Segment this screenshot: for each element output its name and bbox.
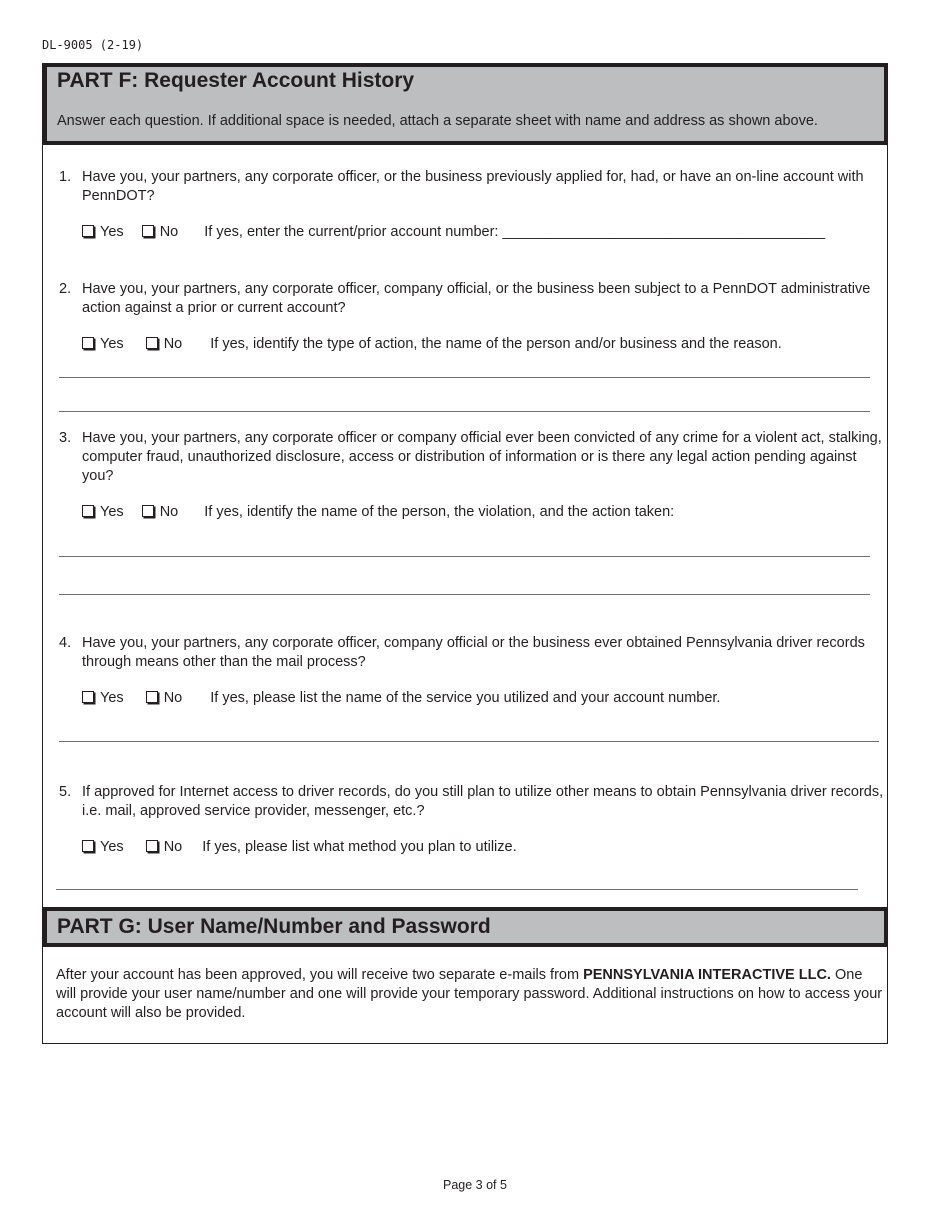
checkbox-icon — [82, 337, 94, 349]
part-f-title: PART F: Requester Account History — [57, 69, 415, 92]
answer-line[interactable] — [59, 741, 879, 742]
question-number: 5. — [59, 784, 72, 800]
question-2 — [59, 280, 884, 318]
part-g-text-before: After your account has been approved, you will receive two separate e-mails from — [56, 967, 584, 983]
answer-line[interactable] — [56, 889, 858, 890]
question-text: Have you, your partners, any corporate officer or company official ever been convicted of any crime for a violent act, stalking, computer fraud, unauthorized disclosure, access or distribution of information or is there any legal action pending against you? — [82, 430, 882, 484]
checkbox-icon — [146, 691, 158, 703]
part-f-instructions: Answer each question. If additional space is needed, attach a separate sheet with name and address as shown above. — [57, 113, 818, 129]
question-3-prompt: If yes, identify the name of the person, the violation, and the action taken: — [204, 504, 675, 520]
checkbox-icon — [146, 840, 158, 852]
question-5-prompt: If yes, please list what method you plan to utilize. — [202, 839, 517, 855]
question-2-options — [82, 336, 782, 352]
no-checkbox[interactable] — [146, 839, 183, 855]
no-label: No — [159, 504, 179, 520]
no-label: No — [163, 839, 183, 855]
question-number: 4. — [59, 635, 72, 651]
yes-checkbox[interactable] — [82, 839, 124, 855]
checkbox-icon — [82, 505, 94, 517]
checkbox-icon — [82, 691, 94, 703]
no-checkbox[interactable] — [146, 690, 183, 706]
answer-line[interactable] — [59, 594, 870, 595]
question-1 — [59, 168, 884, 206]
checkbox-icon — [82, 225, 94, 237]
question-1-prompt[interactable]: If yes, enter the current/prior account number: ________________________________________ — [204, 224, 826, 240]
page-number: Page 3 of 5 — [443, 1178, 507, 1192]
part-f-header — [43, 63, 888, 145]
no-checkbox[interactable] — [142, 224, 179, 240]
part-g-text — [56, 966, 886, 1023]
yes-checkbox[interactable] — [82, 336, 124, 352]
part-g-text-after: One will provide your user name/number and one will provide your temporary password. Additional instructions on how to access your account will also be provided. — [56, 967, 883, 1021]
question-4 — [59, 634, 884, 672]
yes-checkbox[interactable] — [82, 224, 124, 240]
part-g-title: PART G: User Name/Number and Password — [57, 915, 491, 938]
no-label: No — [163, 690, 183, 706]
checkbox-icon — [82, 840, 94, 852]
question-number: 3. — [59, 430, 72, 446]
no-checkbox[interactable] — [142, 504, 179, 520]
no-label: No — [163, 336, 183, 352]
question-3-options — [82, 504, 674, 520]
answer-line[interactable] — [59, 377, 870, 378]
question-5-options — [82, 839, 517, 855]
no-checkbox[interactable] — [146, 336, 183, 352]
yes-label: Yes — [100, 839, 124, 855]
yes-label: Yes — [100, 504, 124, 520]
checkbox-icon — [142, 225, 154, 237]
yes-label: Yes — [100, 690, 124, 706]
company-name: PENNSYLVANIA INTERACTIVE LLC. — [583, 967, 831, 983]
yes-checkbox[interactable] — [82, 504, 124, 520]
form-code: DL-9005 (2-19) — [42, 38, 144, 52]
yes-label: Yes — [100, 336, 124, 352]
question-text: Have you, your partners, any corporate officer, company official or the business ever obtained Pennsylvania driver records through means other than the mail process? — [82, 635, 865, 670]
question-2-prompt: If yes, identify the type of action, the name of the person and/or business and the reason. — [210, 336, 782, 352]
question-3 — [59, 429, 884, 486]
question-text: Have you, your partners, any corporate officer, company official, or the business been subject to a PennDOT administrative action against a prior or current account? — [82, 281, 871, 316]
question-1-options — [82, 224, 825, 240]
checkbox-icon — [142, 505, 154, 517]
yes-label: Yes — [100, 224, 124, 240]
question-text: Have you, your partners, any corporate officer, or the business previously applied for, had, or have an on-line account with PennDOT? — [82, 169, 864, 204]
question-text: If approved for Internet access to driver records, do you still plan to utilize other means to obtain Pennsylvania driver records, i.e. mail, approved service provider, messenger, etc.? — [82, 784, 884, 819]
yes-checkbox[interactable] — [82, 690, 124, 706]
form-frame — [42, 63, 888, 1044]
question-4-options — [82, 690, 720, 706]
no-label: No — [159, 224, 179, 240]
part-g-header — [43, 907, 888, 947]
question-number: 2. — [59, 281, 72, 297]
answer-line[interactable] — [59, 556, 870, 557]
question-number: 1. — [59, 169, 72, 185]
checkbox-icon — [146, 337, 158, 349]
answer-line[interactable] — [59, 411, 870, 412]
question-4-prompt: If yes, please list the name of the service you utilized and your account number. — [210, 690, 721, 706]
question-5 — [59, 783, 884, 821]
